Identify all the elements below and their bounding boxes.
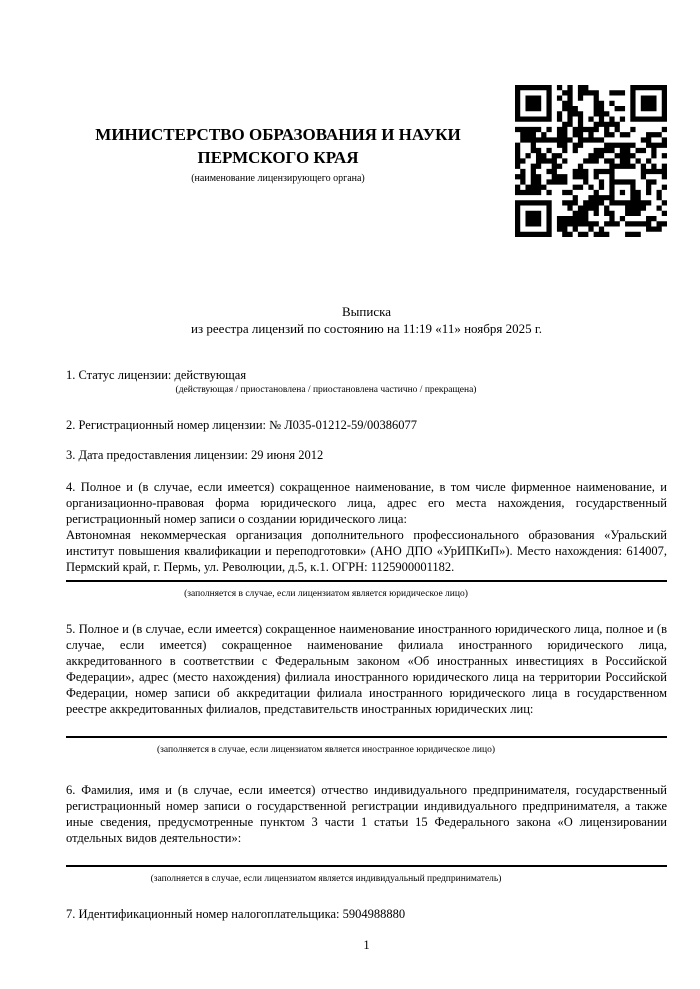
- foreign-entity-question: 5. Полное и (в случае, если имеется) сокращенное наименование иностранного юридического лица, полное и (в случае, если имеется) сокращенное наименование филиала иностранного юридического лица, аккредитованного в соответствии с Федеральным законом «Об иностранных инвестициях в Российской Федерации», адрес (место нахождения) филиала иностранного юридического лица на территории Российской Федерации, номер записи об аккредитации филиала иностранного юридического лица в государственном реестре аккредитованных филиалов, представительств иностранных юридических лиц:: [66, 622, 667, 716]
- ministry-name-caption: (наименование лицензирующего органа): [191, 173, 365, 184]
- legal-entity-section: [66, 479, 667, 600]
- document-title-line1: Выписка: [342, 304, 391, 319]
- taxpayer-inn-item: [66, 906, 667, 922]
- legal-entity-caption: (заполняется в случае, если лицензиатом является юридическое лицо): [184, 589, 468, 599]
- foreign-entity-caption: (заполняется в случае, если лицензиатом является иностранное юридическое лицо): [157, 745, 495, 755]
- license-reg-number-text: 2. Регистрационный номер лицензии: № Л035-01212-59/00386077: [66, 418, 417, 432]
- page-number: 1: [363, 938, 370, 952]
- foreign-entity-value: [66, 717, 667, 731]
- foreign-entity-section: [66, 621, 667, 756]
- individual-entrepreneur-section: [66, 782, 667, 885]
- license-status-text: 1. Статус лицензии: действующая: [66, 368, 247, 382]
- license-reg-number-item: [66, 417, 667, 433]
- document-title: [66, 303, 667, 337]
- license-grant-date-text: 3. Дата предоставления лицензии: 29 июня 2012: [66, 448, 324, 462]
- individual-entrepreneur-question: 6. Фамилия, имя и (в случае, если имеется) отчество индивидуального предпринимателя, государственный регистрационный номер записи о государственной регистрации индивидуального предпринимателя, а также иные сведения, предусмотренные пунктом 3 части 1 статьи 15 Федерального закона «О лицензировании отдельных видов деятельности»:: [66, 783, 667, 845]
- legal-entity-value: Автономная некоммерческая организация дополнительного профессионального образования «Уральский институт повышения квалификации и переподготовки» (АНО ДПО «УрИПКиП»). Место нахождения: 614007, Пермский край, г. Пермь, ул. Революции, д.5, к.1. ОГРН: 1125900001182.: [66, 528, 667, 574]
- ministry-name-line2: ПЕРМСКОГО КРАЯ: [197, 148, 359, 167]
- individual-entrepreneur-caption: (заполняется в случае, если лицензиатом является индивидуальный предприниматель): [150, 874, 502, 884]
- ministry-header: [66, 85, 490, 185]
- field-rule: [66, 736, 667, 738]
- field-rule: [66, 580, 667, 582]
- license-grant-date-item: [66, 447, 667, 463]
- license-status-item: [66, 367, 667, 396]
- legal-entity-question: 4. Полное и (в случае, если имеется) сокращенное наименование, в том числе фирменное наименование, и организационно-правовая форма юридического лица, адрес его места нахождения, государственный регистрационный номер записи о создании юридического лица:: [66, 480, 667, 526]
- individual-entrepreneur-value: [66, 846, 667, 860]
- license-status-caption: (действующая / приостановлена / приостановлена частично / прекращена): [175, 385, 477, 395]
- document-title-line2: из реестра лицензий по состоянию на 11:19 «11» ноября 2025 г.: [191, 321, 542, 336]
- qr-code-icon: [515, 85, 667, 237]
- document-header: [66, 85, 667, 240]
- taxpayer-inn-text: 7. Идентификационный номер налогоплательщика: 5904988880: [66, 907, 406, 921]
- field-rule: [66, 865, 667, 867]
- ministry-name-line1: МИНИСТЕРСТВО ОБРАЗОВАНИЯ И НАУКИ: [95, 125, 461, 144]
